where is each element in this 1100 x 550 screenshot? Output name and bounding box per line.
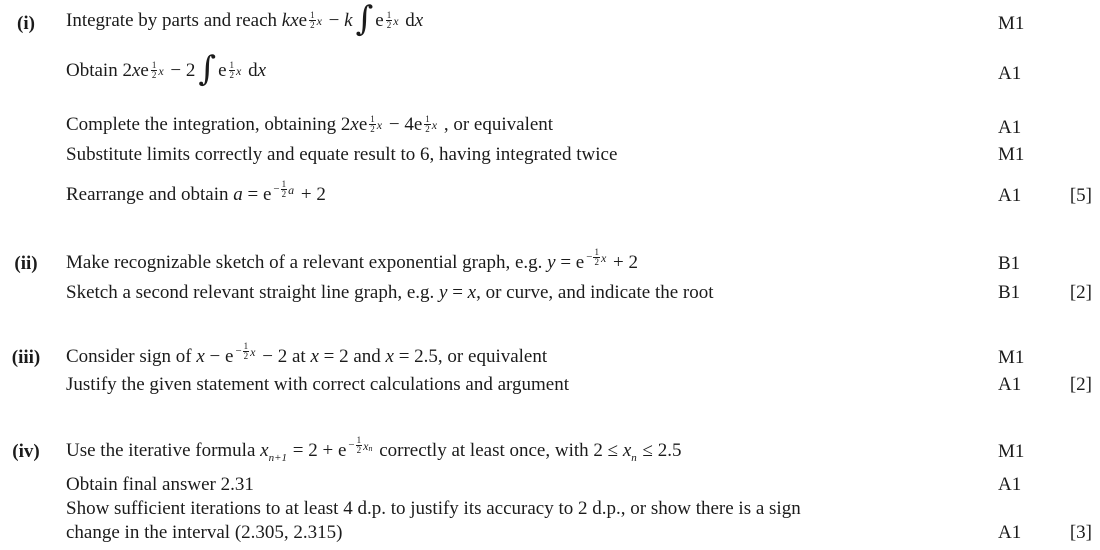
text-run: d	[400, 9, 415, 31]
mark-code: A1	[998, 374, 1022, 395]
text-run: Complete the integration, obtaining 2	[66, 113, 351, 135]
fraction-denominator: 2	[151, 70, 157, 80]
text-run: change in the interval (2.305, 2.315)	[66, 521, 343, 543]
text-run: Obtain 2	[66, 59, 132, 81]
text-run: − 4e	[384, 113, 423, 135]
mark-code: A1	[998, 185, 1022, 206]
fraction-denominator: 2	[356, 445, 362, 456]
text-run: correctly at least once, with 2 ≤	[374, 440, 623, 462]
text-run: d	[243, 59, 258, 81]
mark-code: M1	[998, 13, 1025, 34]
math-subscript: n+1	[268, 452, 288, 465]
exponent-fraction	[586, 248, 606, 268]
fraction	[281, 180, 288, 200]
math-var: x	[310, 346, 319, 368]
exponent-var: x	[431, 117, 438, 132]
scheme-row	[0, 246, 1100, 279]
text-run: Make recognizable sketch of a relevant exponential graph, e.g.	[66, 252, 548, 274]
scheme-row	[0, 373, 1100, 397]
mark-code: B1	[998, 253, 1021, 274]
text-run: ≤ 2.5	[637, 440, 682, 462]
text-run: Consider sign of	[66, 346, 197, 368]
mark-code: M1	[998, 441, 1025, 462]
exponent-var: a	[288, 182, 295, 197]
fraction-numerator: 1	[243, 340, 249, 351]
exponent-fraction	[348, 436, 372, 456]
text-run: + 2	[608, 252, 638, 274]
fraction-denominator: 2	[310, 20, 315, 30]
exponent-var-subscript: n	[368, 443, 373, 453]
exponent-fraction	[229, 61, 242, 81]
fraction-numerator: 1	[386, 9, 392, 20]
text-run: = e	[242, 184, 272, 206]
fraction-denominator: 2	[594, 257, 599, 268]
fraction	[151, 61, 158, 81]
scheme-row	[0, 473, 1100, 497]
fraction	[309, 11, 316, 31]
fraction-numerator: 1	[425, 113, 430, 124]
math-var: x	[257, 59, 267, 81]
scheme-row	[0, 497, 1100, 521]
exponent-var: x	[158, 63, 164, 78]
fraction-denominator: 2	[229, 70, 235, 80]
fraction	[243, 342, 250, 362]
fraction	[593, 248, 600, 268]
fraction-denominator: 2	[243, 351, 249, 362]
text-run: = 2 + e	[288, 440, 347, 462]
math-var: x	[350, 113, 359, 135]
text-run: − e	[204, 346, 234, 368]
fraction-numerator: 1	[281, 178, 287, 189]
fraction-denominator: 2	[370, 124, 375, 134]
exponent-var: x	[250, 344, 256, 359]
exponent-fraction	[309, 11, 322, 31]
fraction	[369, 115, 376, 135]
exponent-minus: −	[348, 439, 355, 452]
text-run: = 2.5, or equivalent	[393, 346, 548, 368]
math-var: x	[260, 440, 269, 462]
scheme-row	[0, 1, 1100, 47]
text-run: e	[298, 9, 308, 31]
text-run: − 2 at	[257, 346, 311, 368]
mark-code: M1	[998, 347, 1025, 368]
text-run: = 2 and	[318, 346, 386, 368]
text-run: e	[140, 59, 149, 81]
criterion-line	[52, 522, 998, 545]
fraction-numerator: 1	[370, 113, 375, 124]
criterion-line	[52, 474, 998, 497]
math-var: kx	[281, 9, 299, 31]
math-var: x	[385, 346, 394, 368]
text-run: −	[323, 9, 345, 31]
fraction-numerator: 1	[151, 59, 157, 70]
part-label: (i)	[17, 13, 35, 34]
part-label: (iv)	[12, 441, 40, 462]
exponent-fraction	[235, 342, 255, 362]
text-run: Integrate by parts and reach	[66, 9, 282, 31]
fraction-numerator: 1	[594, 246, 599, 257]
part-label: (iii)	[11, 347, 41, 368]
scheme-row	[0, 143, 1100, 167]
fraction-denominator: 2	[281, 189, 287, 200]
exponent-var: x	[236, 63, 242, 78]
exponent-fraction	[273, 180, 294, 200]
criterion-line	[52, 48, 998, 89]
section-total-marks: [2]	[1069, 282, 1092, 303]
exponent-var: x	[363, 438, 369, 453]
criterion-line	[52, 340, 998, 369]
fraction	[229, 61, 236, 81]
text-run: + 2	[296, 184, 326, 206]
exponent-fraction	[424, 115, 437, 135]
text-run: e	[358, 113, 368, 135]
text-run: Justify the given statement with correct calculations and argument	[66, 373, 569, 395]
scheme-row	[0, 340, 1100, 373]
text-run: Show sufficient iterations to at least 4 d.p. to justify its accuracy to 2 d.p., or show there is a sign	[66, 497, 801, 519]
fraction	[386, 11, 393, 31]
text-run: e	[375, 9, 384, 31]
criterion-line	[52, 498, 998, 521]
criterion-line	[52, 0, 998, 39]
fraction-denominator: 2	[425, 124, 430, 134]
mark-code: B1	[998, 282, 1021, 303]
mark-code: A1	[998, 474, 1022, 495]
scheme-row	[0, 434, 1100, 467]
exponent-var: x	[316, 13, 322, 28]
text-run: Substitute limits correctly and equate result to 6, having integrated twice	[66, 143, 618, 165]
fraction	[424, 115, 431, 135]
text-run: Sketch a second relevant straight line graph, e.g.	[66, 281, 440, 303]
exponent-var: x	[600, 250, 607, 265]
section-total-marks: [5]	[1069, 185, 1092, 206]
scheme-row	[0, 281, 1100, 305]
section-total-marks: [2]	[1069, 374, 1092, 395]
math-var: k	[344, 9, 353, 31]
scheme-row	[0, 521, 1100, 545]
text-run: Use the iterative formula	[66, 440, 261, 462]
integral-sign: ∫	[355, 0, 374, 39]
integral-sign: ∫	[198, 48, 217, 89]
fraction	[356, 436, 363, 456]
exponent-fraction	[151, 61, 164, 81]
exponent-fraction	[369, 115, 382, 135]
math-var: x	[414, 9, 424, 31]
exponent-minus: −	[235, 345, 242, 358]
mark-code: A1	[998, 63, 1022, 84]
fraction-numerator: 1	[356, 434, 362, 445]
criterion-line	[52, 282, 998, 305]
criterion-line	[52, 178, 998, 207]
exponent-var: x	[376, 117, 383, 132]
scheme-row	[0, 178, 1100, 211]
scheme-row	[0, 113, 1100, 143]
section-total-marks: [3]	[1069, 522, 1092, 543]
text-run: e	[218, 59, 227, 81]
math-var: y	[547, 252, 556, 274]
criterion-line	[52, 144, 998, 167]
part-label: (ii)	[14, 253, 38, 274]
text-run: − 2	[165, 59, 196, 81]
math-var: x	[622, 440, 632, 462]
mark-code: A1	[998, 117, 1022, 138]
criterion-line	[52, 374, 998, 397]
exponent-fraction	[386, 11, 399, 31]
exponent-minus: −	[273, 183, 280, 196]
text-run: =	[447, 281, 468, 303]
fraction-numerator: 1	[229, 59, 235, 70]
math-var: y	[439, 281, 448, 303]
text-run: = e	[555, 252, 585, 274]
math-var: x	[131, 59, 141, 81]
mark-code: A1	[998, 522, 1022, 543]
math-var: a	[233, 184, 243, 206]
criterion-line	[52, 434, 998, 465]
mark-code: M1	[998, 144, 1025, 165]
exponent-minus: −	[586, 251, 593, 264]
fraction-numerator: 1	[310, 9, 315, 20]
math-var: x	[196, 346, 205, 368]
text-run: Obtain final answer 2.31	[66, 473, 254, 495]
fraction-denominator: 2	[386, 20, 392, 30]
mark-scheme-body	[0, 1, 1100, 545]
text-run: Rearrange and obtain	[66, 184, 234, 206]
exponent-var: x	[393, 13, 399, 28]
scheme-row	[0, 48, 1100, 97]
criterion-line	[52, 114, 998, 143]
text-run: , or curve, and indicate the root	[476, 281, 714, 303]
criterion-line	[52, 246, 998, 275]
math-subscript: n	[631, 452, 637, 465]
text-run: , or equivalent	[439, 113, 554, 135]
math-var: x	[467, 281, 477, 303]
